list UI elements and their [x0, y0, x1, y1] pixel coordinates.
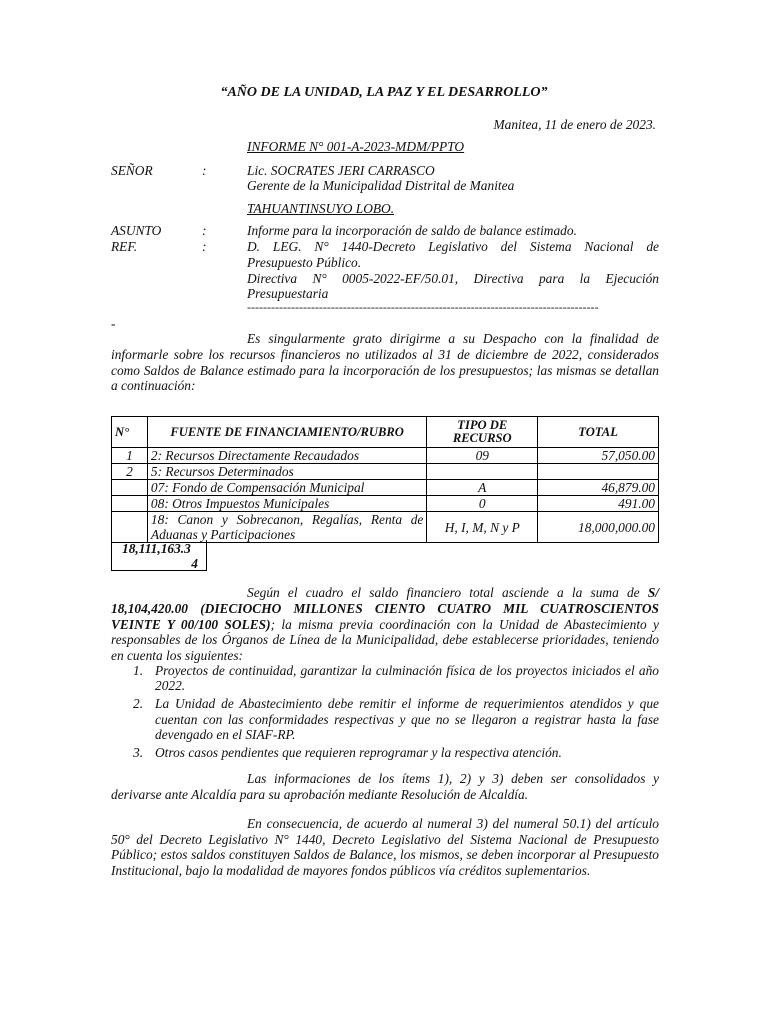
row-source: 5: Recursos Determinados: [147, 464, 426, 480]
row-type: H, I, M, N y P: [427, 512, 538, 543]
subject-text: Informe para la incorporación de saldo de balance estimado.: [247, 223, 577, 238]
total-rest-text: ; la misma previa coordinación con la Unidad de Abastecimiento y responsables de los Órganos de Línea de la Municipalidad, debe establecerse prioridades, teniendo en cuenta los siguientes:: [111, 616, 659, 664]
row-total: [538, 464, 659, 480]
total-lead-text: Según el cuadro el saldo financiero total asciende a la suma de: [247, 585, 648, 600]
addressee-colon: :: [202, 163, 207, 178]
row-type: A: [427, 480, 538, 496]
addressee-label: SEÑOR: [111, 163, 153, 178]
ref-colon: :: [202, 239, 207, 254]
row-type: 09: [427, 448, 538, 464]
financing-table: [111, 416, 659, 543]
row-total: 46,879.00: [538, 480, 659, 496]
intro-paragraph: Es singularmente grato dirigirme a su Despacho con la finalidad de informarle sobre los recursos financieros no utilizados al 31 de diciembre de 2022, considerados como Saldos de Balance estimado para la incorporación de los presupuestos; las mismas se detallan a continuación:: [111, 331, 659, 394]
row-number: [112, 512, 148, 543]
col-header-type: TIPO DE RECURSO: [427, 417, 538, 448]
ref-line-1: D. LEG. N° 1440-Decreto Legislativo del Sistema Nacional de: [247, 239, 659, 254]
document-date: Manitea, 11 de enero de 2023.: [493, 117, 656, 132]
table-sum-cell: [111, 540, 207, 571]
list-item-number: 2.: [133, 696, 144, 712]
total-paragraph: [111, 585, 659, 664]
addressee-name: Lic. SOCRATES JERI CARRASCO: [247, 163, 435, 178]
subject-colon: :: [202, 223, 207, 238]
table-row: [112, 464, 659, 480]
consolidation-paragraph: Las informaciones de los ítems 1), 2) y 3) deben ser consolidados y derivarse ante Alcaldía para su aprobación mediante Resolución de Alcaldía.: [111, 771, 659, 802]
row-total: 491.00: [538, 496, 659, 512]
row-source: 2: Recursos Directamente Recaudados: [147, 448, 426, 464]
ref-dashed-rule: ----------------------------------------------------------------------------------------: [247, 300, 599, 314]
sum-line-1: 18,111,163.3: [122, 541, 191, 556]
addressee-location: TAHUANTINSUYO LOBO.: [247, 201, 395, 216]
col-header-number: N°: [112, 417, 148, 448]
ref-line-2: Directiva N° 0005-2022-EF/50.01, Directiva para la Ejecución: [247, 271, 659, 286]
row-number: 2: [112, 464, 148, 480]
list-item-number: 3.: [133, 745, 144, 761]
list-item: [111, 745, 659, 760]
row-total: 57,050.00: [538, 448, 659, 464]
table-row: [112, 448, 659, 464]
row-source: 08: Otros Impuestos Municipales: [147, 496, 426, 512]
ref-label: REF.: [111, 239, 138, 254]
row-source: 07: Fondo de Compensación Municipal: [147, 480, 426, 496]
row-number: [112, 480, 148, 496]
list-item: [111, 696, 659, 742]
ref-dash: -: [111, 316, 116, 331]
report-number: INFORME N° 001-A-2023-MDM/PPTO: [247, 139, 465, 154]
list-item: [111, 663, 659, 693]
list-item-text: Proyectos de continuidad, garantizar la culminación física de los proyectos iniciados el año 2022.: [155, 663, 659, 694]
ref-line-1b: Presupuesto Público.: [247, 255, 362, 270]
total-amount: S/ 18,104,420.00 (DIECIOCHO MILLONES CIENTO CUATRO MIL CUATROSCIENTOS VEINTE Y 00/100 SOLES): [111, 585, 659, 632]
row-number: [112, 496, 148, 512]
col-header-source: FUENTE DE FINANCIAMIENTO/RUBRO: [147, 417, 426, 448]
row-total: 18,000,000.00: [538, 512, 659, 543]
list-item-number: 1.: [133, 663, 144, 678]
ref-line-2b: Presupuestaria: [247, 286, 329, 301]
row-type: 0: [427, 496, 538, 512]
priority-list: [111, 663, 659, 761]
table-row: [112, 512, 659, 543]
addressee-role: Gerente de la Municipalidad Distrital de Manitea: [247, 178, 515, 193]
table-header-row: [112, 417, 659, 448]
row-number: 1: [112, 448, 148, 464]
subject-label: ASUNTO: [111, 223, 162, 238]
sum-line-2: 4: [191, 556, 198, 571]
table-row: [112, 496, 659, 512]
row-source: 18: Canon y Sobrecanon, Regalías, Renta de Aduanas y Participaciones: [147, 512, 426, 543]
table-row: [112, 480, 659, 496]
conclusion-paragraph: En consecuencia, de acuerdo al numeral 3) del numeral 50.1) del artículo 50° del Decreto Legislativo N° 1440, Decreto Legislativo del Sistema Nacional de Presupuesto Público; estos saldos constituyen Saldos de Balance, los mismos, se deben incorporar al Presupuesto Institucional, bajo la modalidad de mayores fondos públicos vía créditos suplementarios.: [111, 816, 659, 878]
list-item-text: La Unidad de Abastecimiento debe remitir el informe de requerimientos atendidos y que cuentan con las conformidades respectivas y que no se llegaron a registrar hasta la fase devengado en el SIAF-RP.: [155, 696, 659, 742]
list-item-text: Otros casos pendientes que requieren reprogramar y la respectiva atención.: [155, 745, 562, 761]
col-header-total: TOTAL: [538, 417, 659, 448]
row-type: [427, 464, 538, 480]
motto-heading: “AÑO DE LA UNIDAD, LA PAZ Y EL DESARROLLO”: [220, 85, 548, 100]
